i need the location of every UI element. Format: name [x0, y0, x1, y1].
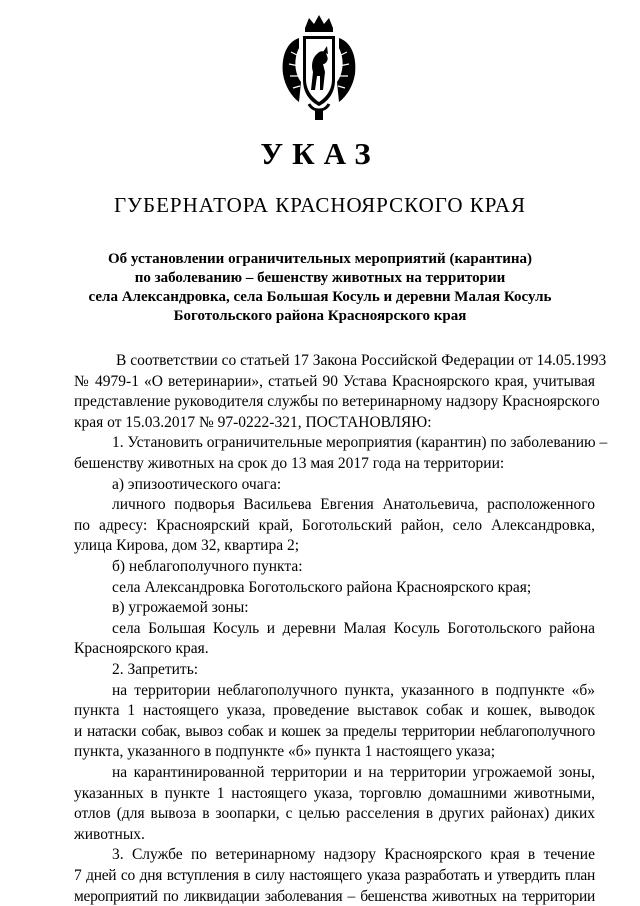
- body-line: села Александровка Боготольского района Красноярского края;: [112, 578, 532, 596]
- body-line: представление руководителя службы по ветеринарному надзору Красноярского: [74, 393, 600, 411]
- body-line: на территории неблагополучного пункта, указанного в подпункте «б»: [112, 681, 595, 699]
- body-line: животных.: [74, 825, 145, 843]
- body-line: мероприятий по ликвидации заболевания – бешенства животных на территории: [74, 887, 595, 905]
- body-line: личного подворья Васильева Евгения Анатольевича, расположенного: [112, 496, 595, 514]
- document-title: УКАЗ: [260, 136, 380, 171]
- body-line: отлов (для вывоза в зоопарки, с целью расселения в других районах) диких: [74, 805, 595, 823]
- body-line: пункта 1 настоящего указа, проведение выставок собак и кошек, выводок: [74, 702, 595, 720]
- document-subtitle: ГУБЕРНАТОРА КРАСНОЯРСКОГО КРАЯ: [114, 193, 526, 217]
- body-line: 3. Службе по ветеринарному надзору Красноярского края в течение: [112, 846, 595, 864]
- body-line: б) неблагополучного пункта:: [112, 558, 303, 575]
- body-line: улица Кирова, дом 32, квартира 2;: [74, 537, 299, 555]
- body-line: а) эпизоотического очага:: [112, 475, 282, 493]
- body-line: и натаски собак, вывоз собак и кошек за пределы территории неблагополучного: [74, 722, 595, 740]
- heading-line: по заболеванию – бешенству животных на территории: [134, 270, 506, 286]
- body-line: 7 дней со дня вступления в силу настоящего указа разработать и утвердить план: [74, 867, 595, 884]
- body-line: в) угрожаемой зоны:: [112, 599, 249, 617]
- body-line: 2. Запретить:: [112, 661, 199, 678]
- body-line: пункта, указанного в подпункте «б» пункта 1 настоящего указа;: [74, 743, 496, 761]
- body-line: указанных в пункте 1 настоящего указа, торговлю домашними животными,: [74, 784, 595, 802]
- body-line: 1. Установить ограничительные мероприятия (карантин) по заболеванию –: [112, 434, 608, 452]
- body-line: по адресу: Красноярский край, Боготольский район, село Александровка,: [74, 516, 595, 534]
- body-line: села Большая Косуль и деревни Малая Косуль Боготольского района: [112, 619, 595, 637]
- heading-line: Об установлении ограничительных мероприятий (карантина): [107, 251, 532, 267]
- body-line: бешенству животных на срок до 13 мая 2017 года на территории:: [74, 455, 505, 472]
- body-line: № 4979-1 «О ветеринарии», статьей 90 Устава Красноярского края, учитывая: [74, 372, 595, 390]
- body-line: края от 15.03.2017 № 97-0222-321, ПОСТАНОВЛЯЮ:: [74, 413, 432, 431]
- body-line: Красноярского края.: [74, 640, 209, 658]
- body-line: на карантинированной территории и на территории угрожаемой зоны,: [112, 764, 595, 781]
- heading-line: села Александровка, села Большая Косуль и деревни Малая Косуль: [88, 289, 552, 305]
- body-line: В соответствии со статьей 17 Закона Российской Федерации от 14.05.1993: [116, 352, 607, 369]
- heading-line: Боготольского района Красноярского края: [173, 308, 467, 324]
